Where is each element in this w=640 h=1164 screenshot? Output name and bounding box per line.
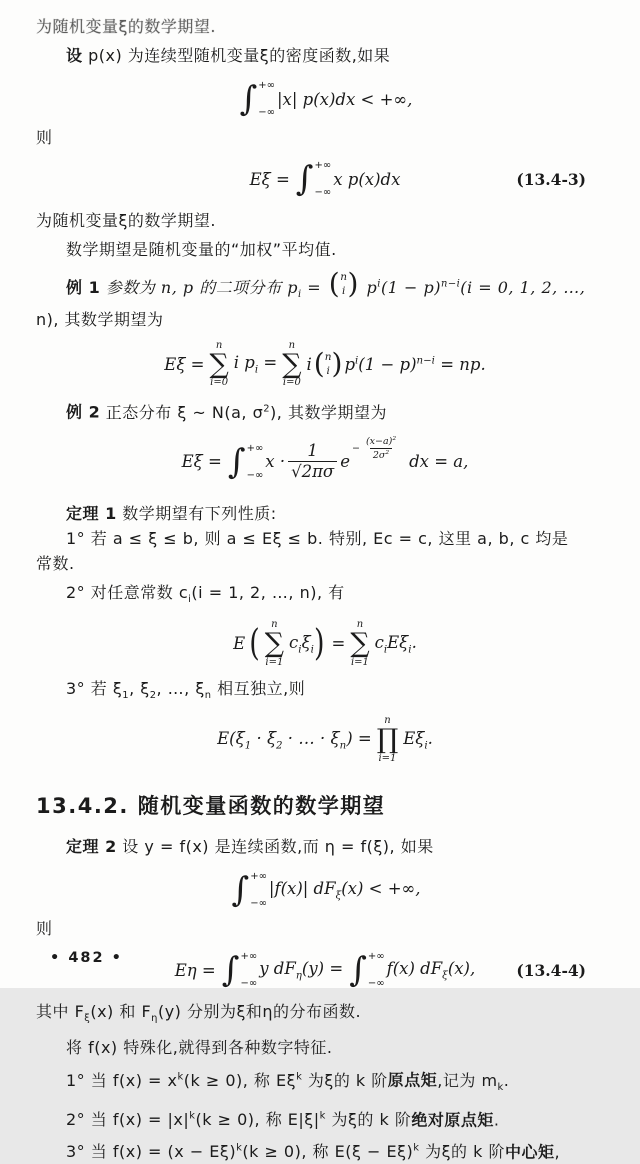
then-label-1: 则 bbox=[36, 128, 53, 147]
integral-icon: ∫ +∞ −∞ bbox=[231, 870, 267, 911]
example-1-line bbox=[36, 267, 614, 307]
sum-icon: n ∑ i=1 bbox=[350, 619, 370, 668]
integral-icon: ∫ +∞ −∞ bbox=[295, 159, 332, 199]
property-2-line: 2° 对任意常数 $c_i(i = 1$, 2, …, n), 有 bbox=[66, 582, 345, 605]
left-paren-icon: ( bbox=[249, 622, 260, 665]
right-paren-icon: ) bbox=[331, 347, 343, 381]
formula-lhs: Eξ = bbox=[164, 354, 205, 374]
formula-linearity bbox=[36, 618, 614, 670]
density-setup-text: p(x) 为连续型随机变量ξ的密度函数,如果 bbox=[82, 46, 391, 65]
paragraph-distribution-functions: 其中 $F_\xi(x)$ 和 $F_\eta(y)$ 分别为ξ和η的分布函数. bbox=[36, 1002, 362, 1025]
formula-abs-integral-condition bbox=[36, 77, 614, 121]
formula-f-integral-condition bbox=[36, 868, 614, 912]
e-base: e bbox=[340, 452, 350, 472]
formula-mid: i $p_i$ = bbox=[233, 353, 278, 376]
formula-normal-expectation bbox=[36, 433, 614, 491]
integral-icon: ∫ +∞ −∞ bbox=[221, 950, 258, 991]
theorem-1-line bbox=[36, 501, 614, 526]
formula-expectation-definition bbox=[36, 157, 614, 201]
section-heading-13-4-2: 13.4.2. 随机变量函数的数学期望 bbox=[36, 794, 386, 819]
bold-she: 设 bbox=[66, 46, 83, 65]
paragraph-intro-1: 为随机变量ξ的数学期望. bbox=[36, 17, 217, 36]
property-3-line: 3° 若 $\xi_1$, $\xi_2$, …, $\xi_n$ 相互独立,则 bbox=[66, 678, 306, 702]
sum-icon: n ∑ i=0 bbox=[209, 339, 229, 389]
formula-lhs: Eη = bbox=[174, 960, 216, 980]
formula-tail: $E\xi_i$. bbox=[403, 728, 433, 752]
integral-icon: ∫ +∞ −∞ bbox=[349, 950, 385, 991]
paragraph-intro-2: 为随机变量ξ的数学期望. bbox=[36, 211, 217, 230]
formula-lhs: Eξ = bbox=[181, 452, 222, 472]
example-1-post: $p^i(1 - p)^{n-i}(i = 0$, 1, 2, …, bbox=[366, 278, 586, 298]
example-2-line bbox=[36, 396, 614, 424]
example-1-label: 例 1 bbox=[66, 278, 101, 298]
then-label-2: 则 bbox=[36, 919, 53, 939]
formula-tail: dx = a, bbox=[409, 452, 469, 472]
theorem-2-line bbox=[36, 834, 614, 859]
formula-tail: $p^i(1 - p)^{n-i}$ = np. bbox=[344, 354, 486, 374]
paragraph-weighted-average: 数学期望是随机变量的“加权”平均值. bbox=[66, 240, 337, 259]
example-2-text: 正态分布 ξ ~ N(a, $\sigma^2$), 其数学期望为 bbox=[100, 402, 387, 422]
sum-icon: n ∑ i=1 bbox=[264, 619, 285, 668]
bold-central-moment: 中心矩 bbox=[504, 1142, 555, 1162]
formula-mid2: i bbox=[306, 354, 312, 374]
formula-body: |x| p(x)dx < +∞, bbox=[277, 89, 413, 109]
formula-mid: x · bbox=[265, 452, 286, 472]
bold-origin-moment: 原点矩 bbox=[387, 1070, 438, 1090]
product-icon: n ∏ i=1 bbox=[376, 715, 399, 764]
formula-body: |f(x)| $dF_\xi(x)$ < +∞, bbox=[268, 878, 421, 902]
moment-2-line: 2° 当 $f(x) = |x|^k(k \ge 0)$, 称 $E|\xi|^k$ 为ξ的 k 阶绝对原点矩. bbox=[66, 1110, 500, 1130]
integral-icon: ∫ +∞ −∞ bbox=[227, 441, 264, 482]
equals-sign: = bbox=[331, 634, 346, 654]
formula-lhs: $E(\xi_1 \cdot \xi_2$ · … · $\xi_n$) = bbox=[217, 728, 372, 752]
formula-tail: $c_iE\xi_i$. bbox=[374, 632, 417, 656]
e-exponent: − $\frac{(x-a)^2}{2\sigma^2}$ bbox=[352, 436, 402, 462]
example-2-label: 例 2 bbox=[66, 402, 101, 422]
example-1-pre: 参数为 n, p 的二项分布 $p_i$ = bbox=[100, 278, 322, 301]
formula-body: x p(x)dx bbox=[333, 169, 401, 189]
right-paren-icon: ) bbox=[313, 622, 325, 665]
theorem-2-text: 设 y = f(x) 是连续函数,而 η = f(ξ), 如果 bbox=[116, 837, 434, 857]
right-paren-icon: ) bbox=[347, 267, 359, 301]
integral-icon: ∫ +∞ −∞ bbox=[239, 79, 275, 119]
formula-tail: f(x) $dF_\xi(x)$, bbox=[386, 958, 476, 982]
theorem-1-label: 定理 1 bbox=[66, 503, 117, 523]
left-paren-icon: ( bbox=[328, 267, 341, 301]
property-1-line: 1° 若 a ≤ ξ ≤ b, 则 a ≤ Eξ ≤ b. 特别, Ec = c, 这里 a, b, c 均是 bbox=[66, 528, 569, 548]
page-number: • 482 • bbox=[50, 950, 123, 966]
theorem-1-text: 数学期望有下列性质: bbox=[116, 503, 277, 523]
binomial-coefficient: ( n i ) bbox=[313, 347, 343, 381]
example-1-continuation: n), 其数学期望为 bbox=[36, 310, 164, 330]
formula-mid: y $dF_\eta(y)$ = bbox=[259, 958, 344, 982]
formula-binomial-expectation bbox=[36, 338, 614, 390]
formula-lhs: E bbox=[233, 634, 246, 654]
moment-1-line: 1° 当 $f(x) = x^k(k \ge 0)$, 称 $E\xi^k$ 为ξ的 k 阶原点矩,记为 $m_k$. bbox=[66, 1070, 510, 1093]
exponent-fraction: $\frac{(x-a)^2}{2\sigma^2}$ bbox=[365, 435, 397, 461]
equation-tag-13-4-4: (13.4-4) bbox=[516, 960, 586, 980]
binomial-coefficient: ( n i ) bbox=[328, 267, 359, 301]
formula-independence-product bbox=[36, 714, 614, 766]
moment-3-line: 3° 当 $f(x) = (x - E\xi)^k(k \ge 0)$, 称 $E(\xi - E\xi)^k$ 为ξ的 k 阶中心矩, bbox=[66, 1142, 561, 1162]
paragraph-density-setup bbox=[36, 43, 614, 68]
equation-tag-13-4-3: (13.4-3) bbox=[516, 169, 586, 189]
bold-absolute-origin-moment: 绝对原点矩 bbox=[411, 1110, 494, 1130]
sum-icon: n ∑ i=0 bbox=[282, 339, 302, 389]
sqrt-icon: √ bbox=[291, 461, 302, 481]
formula-lhs: Eξ = bbox=[249, 169, 290, 189]
paragraph-specialization: 将 f(x) 特殊化,就得到各种数字特征. bbox=[66, 1038, 333, 1058]
theorem-2-label: 定理 2 bbox=[66, 837, 117, 857]
formula-inner: $c_i\xi_i$ bbox=[289, 632, 314, 656]
left-paren-icon: ( bbox=[313, 347, 325, 381]
fraction: $\frac{1}{√2\pi\sigma}$ bbox=[288, 442, 337, 482]
property-1-continuation: 常数. bbox=[36, 553, 75, 573]
